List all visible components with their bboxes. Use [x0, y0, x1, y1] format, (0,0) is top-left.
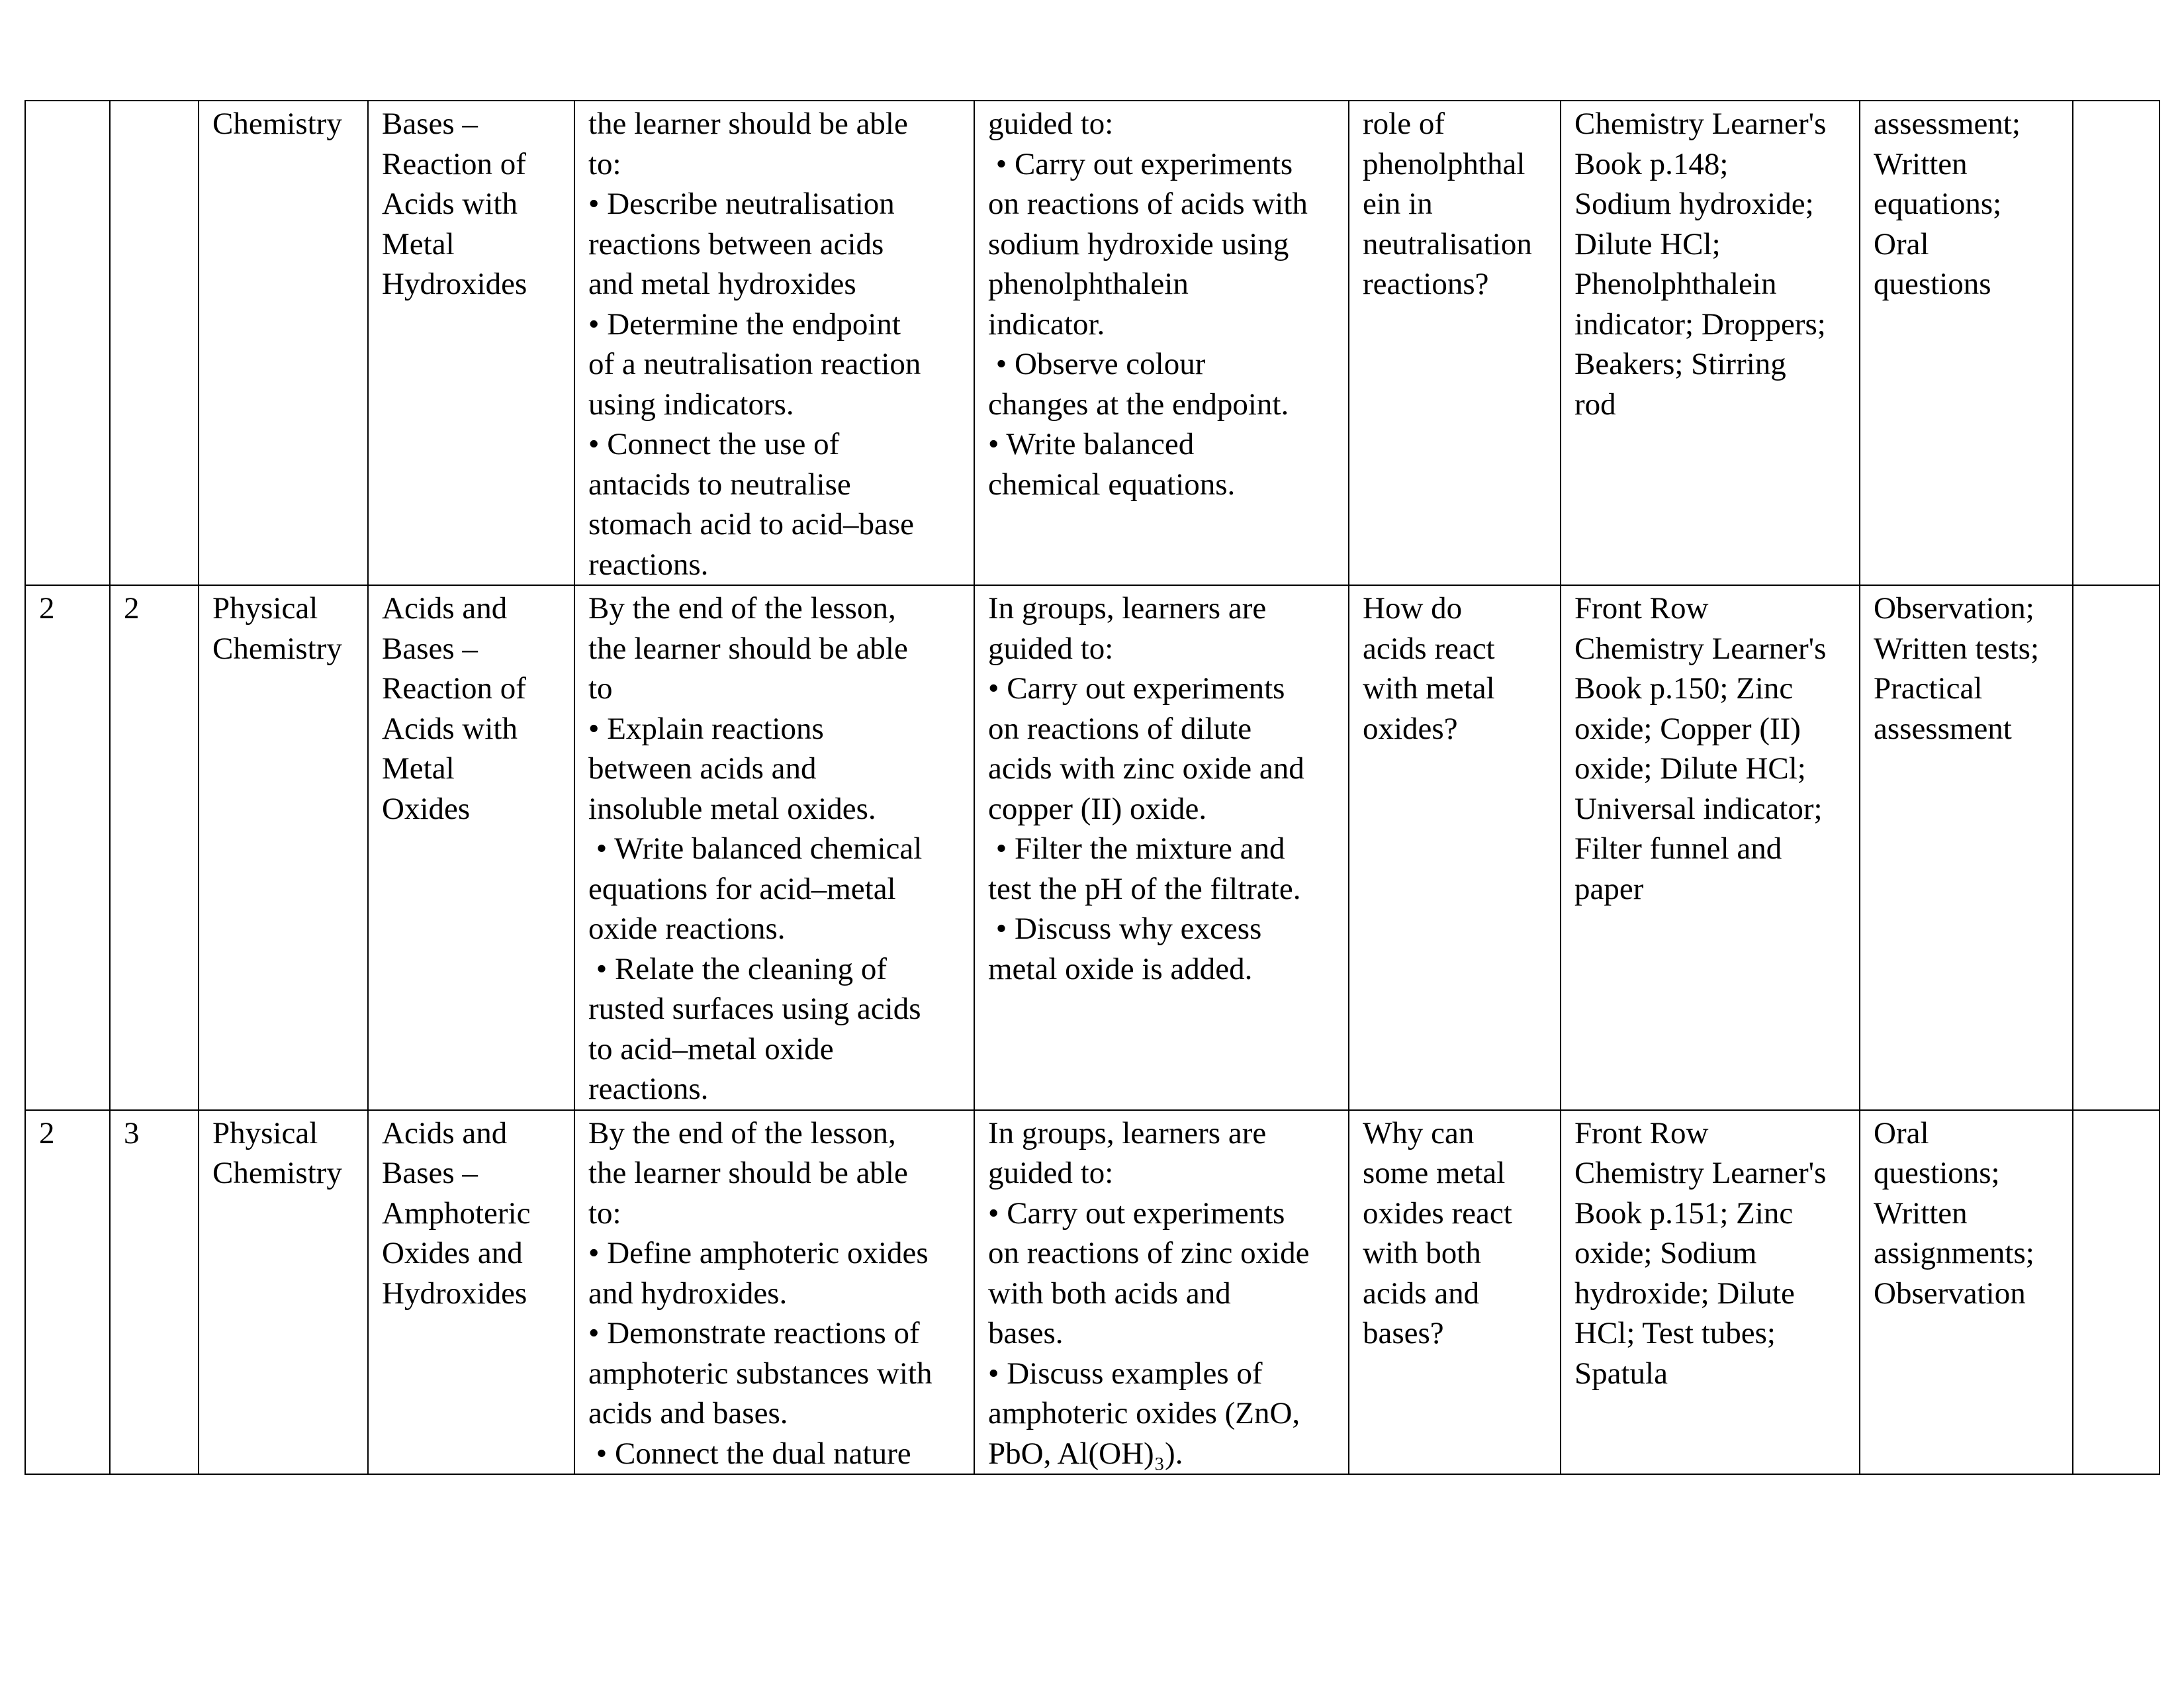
assessment-cell: Observation; Written tests; Practical assessment [1860, 585, 2073, 1110]
assessment-cell: assessment; Written equations; Oral questions [1860, 101, 2073, 585]
remarks-cell [2073, 1110, 2160, 1475]
resources-cell: Front Row Chemistry Learner's Book p.151; Zinc oxide; Sodium hydroxide; Dilute HCl; Test tubes; Spatula [1561, 1110, 1860, 1475]
scheme-of-work-table [24, 100, 2160, 1475]
learning-outcomes-cell: the learner should be able to: • Describe neutralisation reactions between acids and metal hydroxides • Determine the endpoint of a neutralisation reaction using indicators. • Connect the use of antacids to neutralise stomach acid to acid–base reactions. [574, 101, 974, 585]
sub-strand-cell: Bases – Reaction of Acids with Metal Hydroxides [368, 101, 574, 585]
table-row [25, 585, 2160, 1110]
lesson-cell: 3 [110, 1110, 199, 1475]
learning-outcomes-cell: By the end of the lesson, the learner should be able to: • Define amphoteric oxides and hydroxides. • Demonstrate reactions of amphoteric substances with acids and bases. • Connect the dual nature [574, 1110, 974, 1475]
learning-outcomes-cell: By the end of the lesson, the learner should be able to • Explain reactions between acids and insoluble metal oxides. • Write balanced chemical equations for acid–metal oxide reactions. • Relate the cleaning of rusted surfaces using acids to acid–metal oxide reactions. [574, 585, 974, 1110]
resources-cell: Chemistry Learner's Book p.148; Sodium hydroxide; Dilute HCl; Phenolphthalein indicator; Droppers; Beakers; Stirring rod [1561, 101, 1860, 585]
table-row [25, 101, 2160, 585]
table-row [25, 1110, 2160, 1475]
strand-cell: Physical Chemistry [199, 585, 368, 1110]
key-inquiry-cell: How do acids react with metal oxides? [1349, 585, 1561, 1110]
week-cell: 2 [25, 1110, 110, 1475]
resources-cell: Front Row Chemistry Learner's Book p.150; Zinc oxide; Copper (II) oxide; Dilute HCl; Universal indicator; Filter funnel and paper [1561, 585, 1860, 1110]
week-cell [25, 101, 110, 585]
key-inquiry-cell: Why can some metal oxides react with both acids and bases? [1349, 1110, 1561, 1475]
sub-strand-cell: Acids and Bases – Amphoteric Oxides and Hydroxides [368, 1110, 574, 1475]
strand-cell: Physical Chemistry [199, 1110, 368, 1475]
assessment-cell: Oral questions; Written assignments; Observation [1860, 1110, 2073, 1475]
learning-experiences-cell: In groups, learners are guided to: • Carry out experiments on reactions of dilute acids with zinc oxide and copper (II) oxide. • Filter the mixture and test the pH of the filtrate. • Discuss why excess metal oxide is added. [974, 585, 1349, 1110]
lesson-cell: 2 [110, 585, 199, 1110]
lesson-cell [110, 101, 199, 585]
week-cell: 2 [25, 585, 110, 1110]
remarks-cell [2073, 585, 2160, 1110]
strand-cell: Chemistry [199, 101, 368, 585]
learning-experiences-cell: In groups, learners are guided to: • Carry out experiments on reactions of zinc oxide with both acids and bases. • Discuss examples of amphoteric oxides (ZnO, PbO, Al(OH)₃). [974, 1110, 1349, 1475]
learning-experiences-cell: guided to: • Carry out experiments on reactions of acids with sodium hydroxide using phenolphthalein indicator. • Observe colour changes at the endpoint. • Write balanced chemical equations. [974, 101, 1349, 585]
remarks-cell [2073, 101, 2160, 585]
sub-strand-cell: Acids and Bases – Reaction of Acids with Metal Oxides [368, 585, 574, 1110]
key-inquiry-cell: role of phenolphthal ein in neutralisation reactions? [1349, 101, 1561, 585]
